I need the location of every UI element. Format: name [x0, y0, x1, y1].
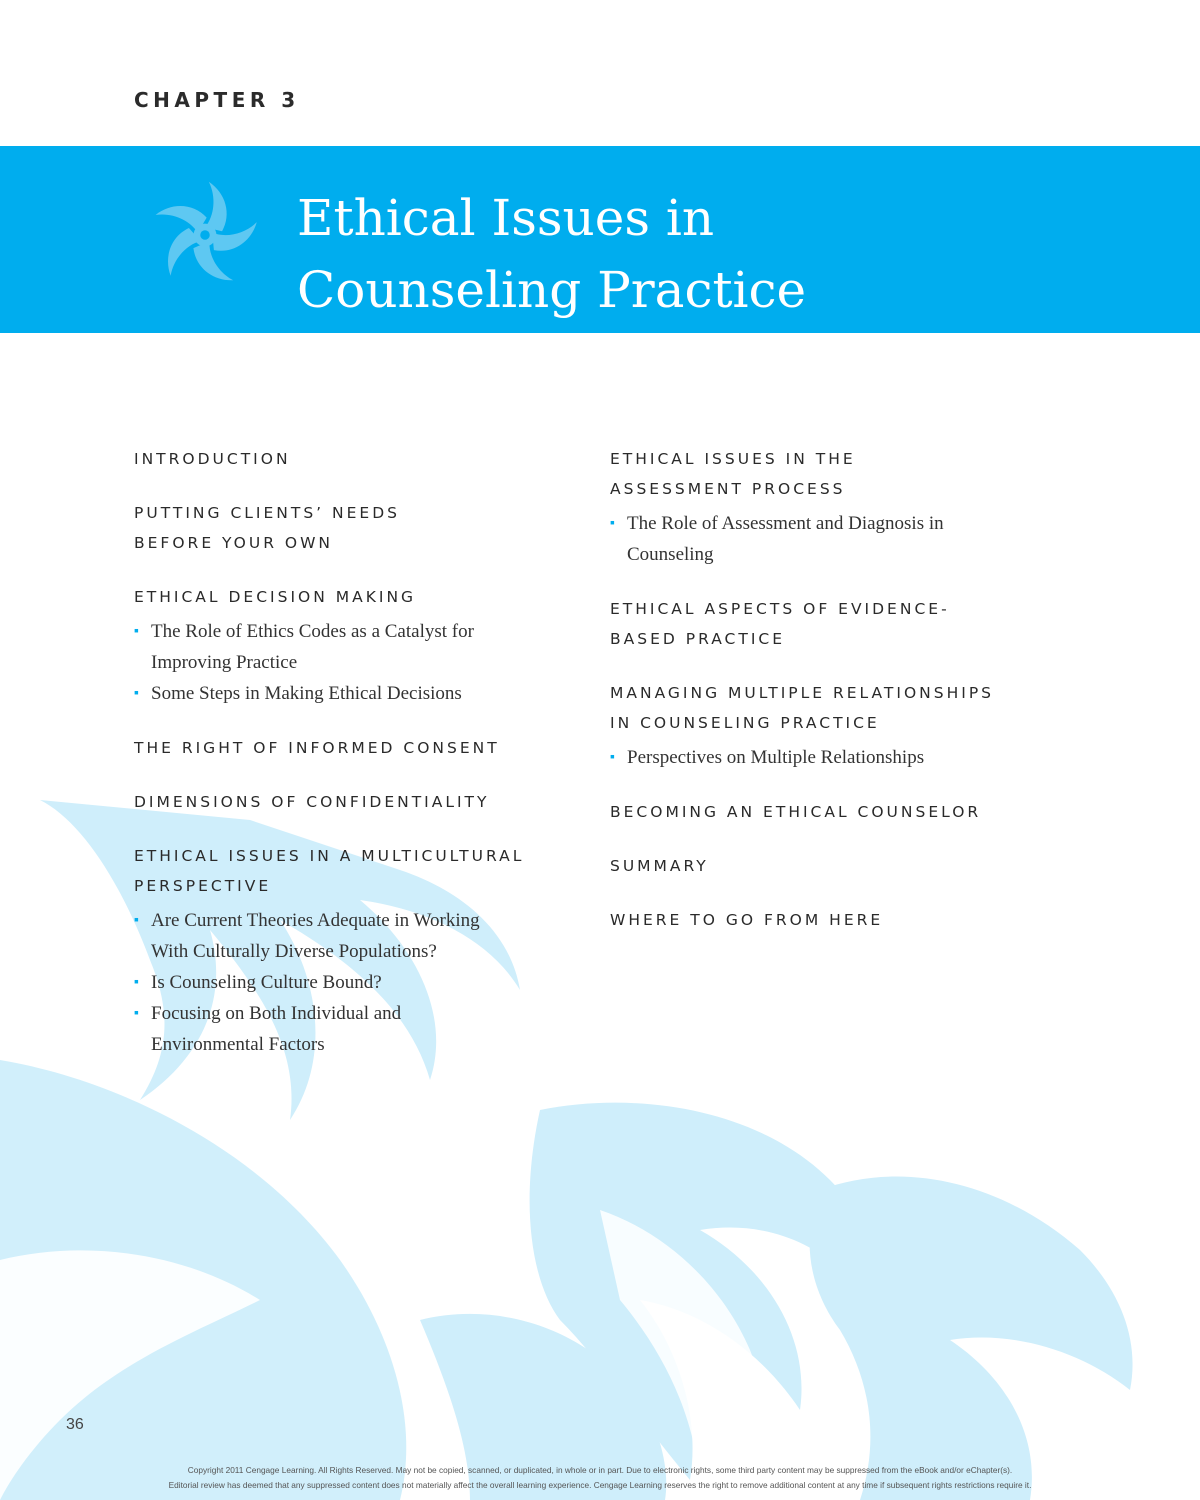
toc-heading	[134, 498, 574, 558]
toc-subitem-line: Environmental Factors	[151, 1034, 325, 1055]
toc-heading-line: BASED PRACTICE	[610, 630, 786, 648]
toc-subitem	[134, 678, 574, 709]
toc-heading-line: BECOMING AN ETHICAL COUNSELOR	[610, 803, 982, 821]
toc-subitem	[610, 742, 1050, 773]
toc-heading	[134, 733, 574, 763]
toc-section	[610, 594, 1050, 654]
toc-heading	[610, 851, 1050, 881]
toc-heading-line: PERSPECTIVE	[134, 877, 272, 895]
bullet-icon: ▪	[134, 686, 139, 701]
bullet-icon: ▪	[134, 624, 139, 639]
toc-heading-line: THE RIGHT OF INFORMED CONSENT	[134, 739, 500, 757]
bullet-icon: ▪	[134, 913, 139, 928]
toc-section	[134, 582, 574, 709]
toc-subitem-line: The Role of Assessment and Diagnosis in	[627, 513, 944, 534]
toc-section	[610, 905, 1050, 935]
toc-heading-line: IN COUNSELING PRACTICE	[610, 714, 880, 732]
pinwheel-ornament-icon	[148, 178, 262, 292]
toc-subitem	[134, 905, 574, 967]
toc-heading-line: ETHICAL ISSUES IN THE	[610, 450, 856, 468]
copyright-line-2: Editorial review has deemed that any suppressed content does not materially affect the overall learning experience. Cengage Learning reserves the right to remove additional content at any time if subsequent rights restrictions require it.	[168, 1480, 1032, 1490]
bullet-icon: ▪	[134, 975, 139, 990]
toc-heading-line: INTRODUCTION	[134, 450, 291, 468]
toc-subitem-line: Improving Practice	[151, 652, 298, 673]
toc-section	[610, 797, 1050, 827]
bullet-icon: ▪	[610, 516, 615, 531]
toc-subitem-line: Is Counseling Culture Bound?	[151, 972, 382, 993]
toc-subitem-line: Focusing on Both Individual and	[151, 1003, 402, 1024]
toc-subitems	[134, 616, 574, 709]
toc-heading	[134, 582, 574, 612]
toc-heading-line: ETHICAL DECISION MAKING	[134, 588, 417, 606]
toc-subitem-line: Some Steps in Making Ethical Decisions	[151, 683, 462, 704]
toc-subitem	[134, 616, 574, 678]
toc-subitem-line: Are Current Theories Adequate in Working	[151, 910, 480, 931]
chapter-title-line-2: Counseling Practice	[297, 261, 807, 319]
toc-heading	[610, 594, 1050, 654]
toc-left-column	[134, 444, 574, 1084]
toc-heading	[610, 905, 1050, 935]
toc-subitems	[610, 742, 1050, 773]
copyright-notice	[0, 1463, 1200, 1493]
toc-subitem-line: Counseling	[627, 544, 714, 565]
toc-heading-line: ETHICAL ISSUES IN A MULTICULTURAL	[134, 847, 525, 865]
bullet-icon: ▪	[134, 1006, 139, 1021]
title-band	[0, 146, 1200, 333]
toc-section	[134, 787, 574, 817]
copyright-line-1: Copyright 2011 Cengage Learning. All Rights Reserved. May not be copied, scanned, or duplicated, in whole or in part. Due to electronic rights, some third party content may be suppressed from the eBook and/or eChapter(s).	[187, 1465, 1013, 1475]
toc-heading-line: BEFORE YOUR OWN	[134, 534, 334, 552]
toc-subitem	[610, 508, 1050, 570]
toc-section	[610, 851, 1050, 881]
toc-subitem-line: The Role of Ethics Codes as a Catalyst for	[151, 621, 474, 642]
toc-subitems	[610, 508, 1050, 570]
toc-heading	[134, 841, 574, 901]
toc-heading	[610, 678, 1050, 738]
toc-right-column	[610, 444, 1050, 959]
toc-section	[134, 841, 574, 1060]
toc-heading-line: WHERE TO GO FROM HERE	[610, 911, 884, 929]
chapter-title-line-1: Ethical Issues in	[297, 189, 715, 247]
toc-subitem	[134, 967, 574, 998]
toc-section	[610, 678, 1050, 773]
toc-heading-line: ASSESSMENT PROCESS	[610, 480, 846, 498]
toc-heading	[610, 797, 1050, 827]
chapter-title	[297, 182, 806, 326]
toc-section	[134, 444, 574, 474]
toc-heading	[134, 787, 574, 817]
toc-subitems	[134, 905, 574, 1060]
toc-subitem-line: Perspectives on Multiple Relationships	[627, 747, 925, 768]
toc-heading-line: MANAGING MULTIPLE RELATIONSHIPS	[610, 684, 995, 702]
bullet-icon: ▪	[610, 750, 615, 765]
chapter-label: CHAPTER 3	[134, 88, 300, 112]
toc-heading	[610, 444, 1050, 504]
toc-section	[134, 733, 574, 763]
toc-heading-line: ETHICAL ASPECTS OF EVIDENCE-	[610, 600, 950, 618]
toc-heading-line: DIMENSIONS OF CONFIDENTIALITY	[134, 793, 490, 811]
toc-subitem	[134, 998, 574, 1060]
page-number: 36	[66, 1416, 84, 1433]
toc-heading-line: SUMMARY	[610, 857, 709, 875]
toc-subitem-line: With Culturally Diverse Populations?	[151, 941, 437, 962]
toc-heading-line: PUTTING CLIENTS’ NEEDS	[134, 504, 400, 522]
toc-section	[134, 498, 574, 558]
toc-section	[610, 444, 1050, 570]
toc-heading	[134, 444, 574, 474]
